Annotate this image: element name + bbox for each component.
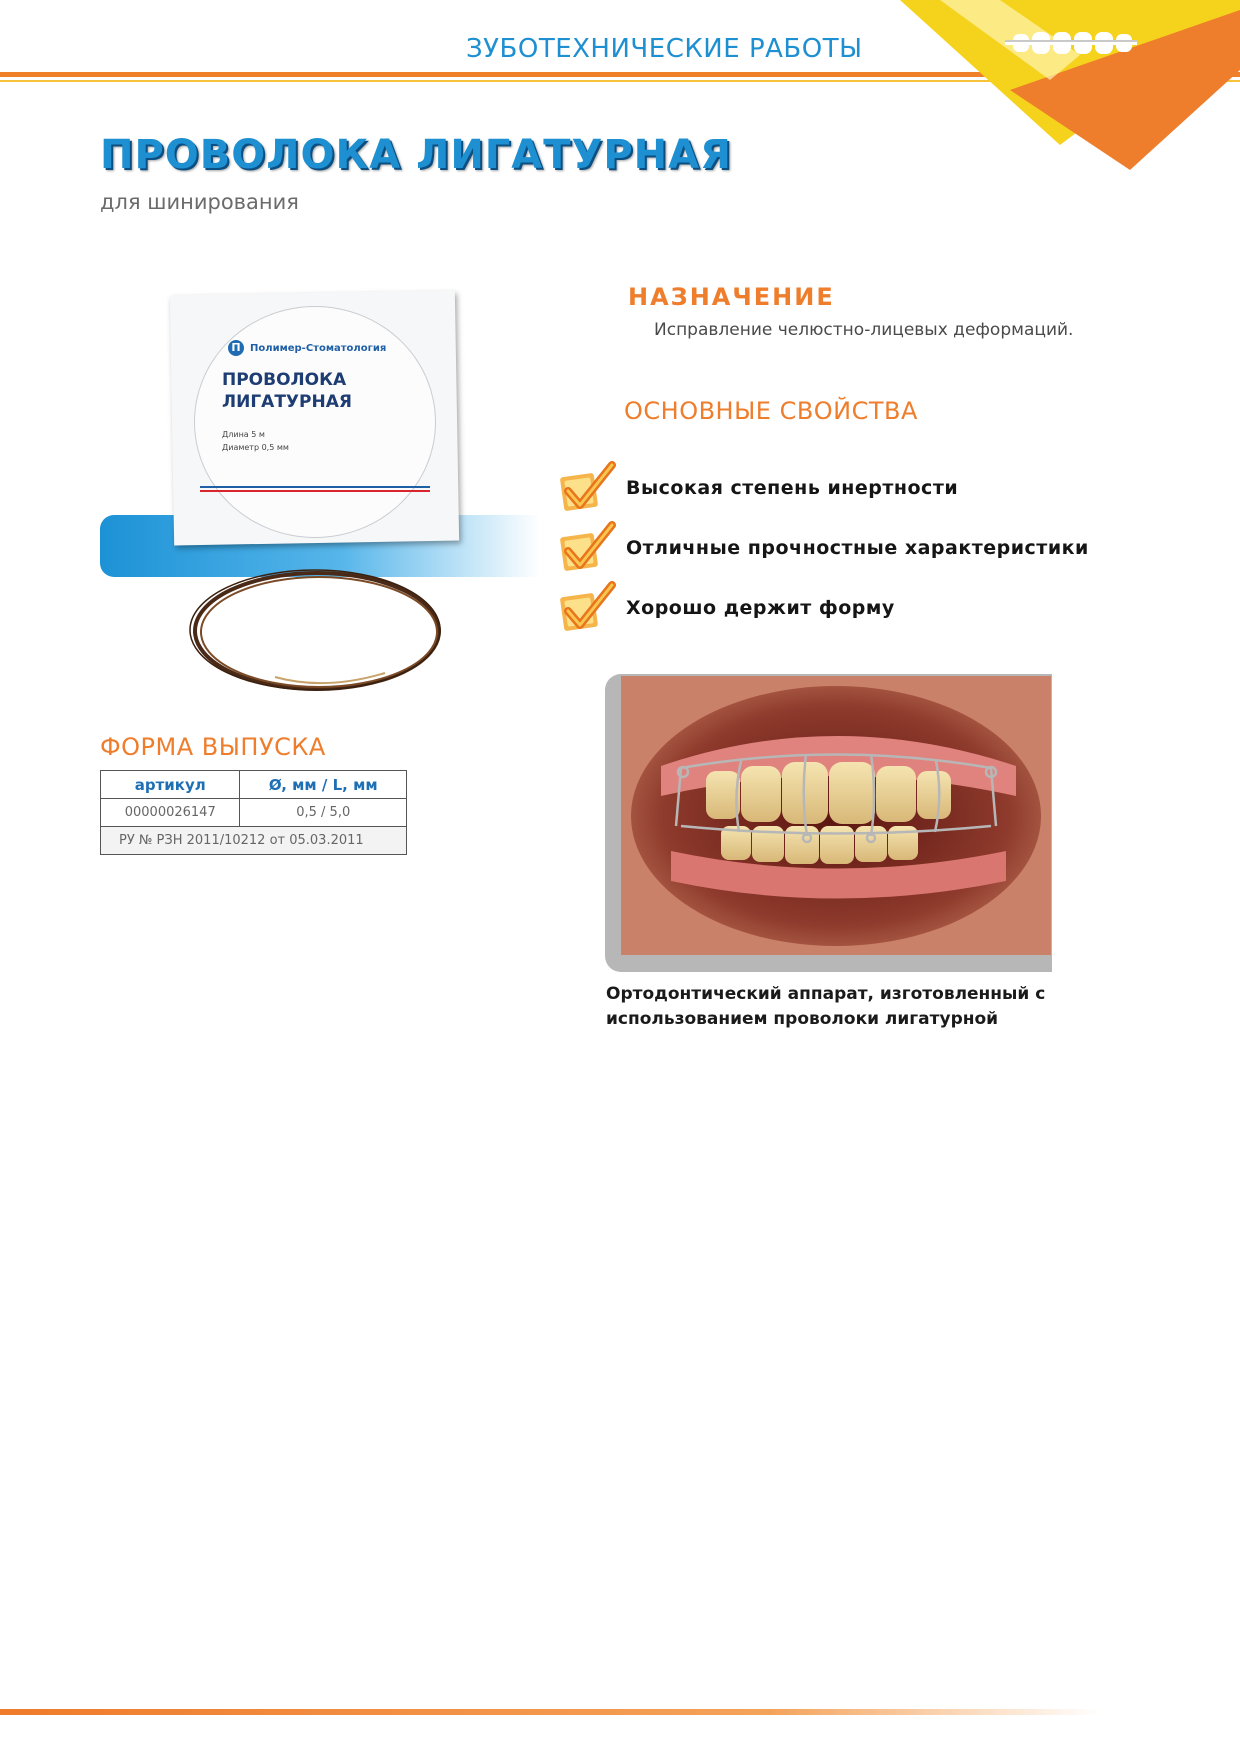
package-length: Длина 5 м	[222, 430, 265, 439]
property-item	[558, 461, 958, 515]
package-name-line1: ПРОВОЛОКА	[222, 370, 347, 390]
orthodontic-appliance-photo	[621, 676, 1051, 955]
package-specs	[222, 428, 289, 454]
brand-logo-icon: П	[228, 340, 244, 356]
property-text: Хорошо держит форму	[626, 597, 895, 619]
property-item	[558, 521, 1089, 575]
product-title: ПРОВОЛОКА ЛИГАТУРНАЯ	[100, 132, 732, 178]
property-text: Отличные прочностные характеристики	[626, 537, 1089, 559]
property-item	[558, 581, 895, 635]
cell-sku: 00000026147	[101, 799, 240, 827]
checkmark-icon	[558, 521, 616, 575]
footer-line	[0, 1709, 1100, 1715]
header-corner-decoration	[880, 0, 1240, 170]
property-text: Высокая степень инертности	[626, 477, 959, 499]
package-name-line2: ЛИГАТУРНАЯ	[222, 392, 352, 412]
wire-coil-image	[185, 565, 455, 697]
release-form-heading: ФОРМА ВЫПУСКА	[100, 733, 326, 761]
purpose-text: Исправление челюстно-лицевых деформаций.	[654, 320, 1074, 340]
registration-number: РУ № РЗН 2011/10212 от 05.03.2011	[101, 827, 407, 855]
cell-size: 0,5 / 5,0	[240, 799, 407, 827]
properties-heading: ОСНОВНЫЕ СВОЙСТВА	[624, 397, 918, 425]
column-header-sku: артикул	[101, 771, 240, 799]
purpose-heading: НАЗНАЧЕНИЕ	[628, 283, 835, 311]
release-form-table	[100, 770, 407, 855]
section-title: ЗУБОТЕХНИЧЕСКИЕ РАБОТЫ	[466, 34, 863, 64]
package-product-name	[222, 369, 352, 413]
caption-line1: Ортодонтический аппарат, изготовленный с	[606, 984, 1046, 1004]
package-stripes	[200, 486, 430, 494]
checkmark-icon	[558, 581, 616, 635]
package-diameter: Диаметр 0,5 мм	[222, 443, 289, 452]
product-subtitle: для шинирования	[100, 190, 299, 214]
brand-name: Полимер-Стоматология	[250, 342, 387, 354]
registration-row	[101, 827, 407, 855]
checkmark-icon	[558, 461, 616, 515]
package-brand	[228, 340, 386, 356]
caption-line2: использованием проволоки лигатурной	[606, 1009, 999, 1029]
column-header-size: Ø, мм / L, мм	[240, 771, 407, 799]
photo-caption	[606, 982, 1045, 1032]
table-row	[101, 799, 407, 827]
